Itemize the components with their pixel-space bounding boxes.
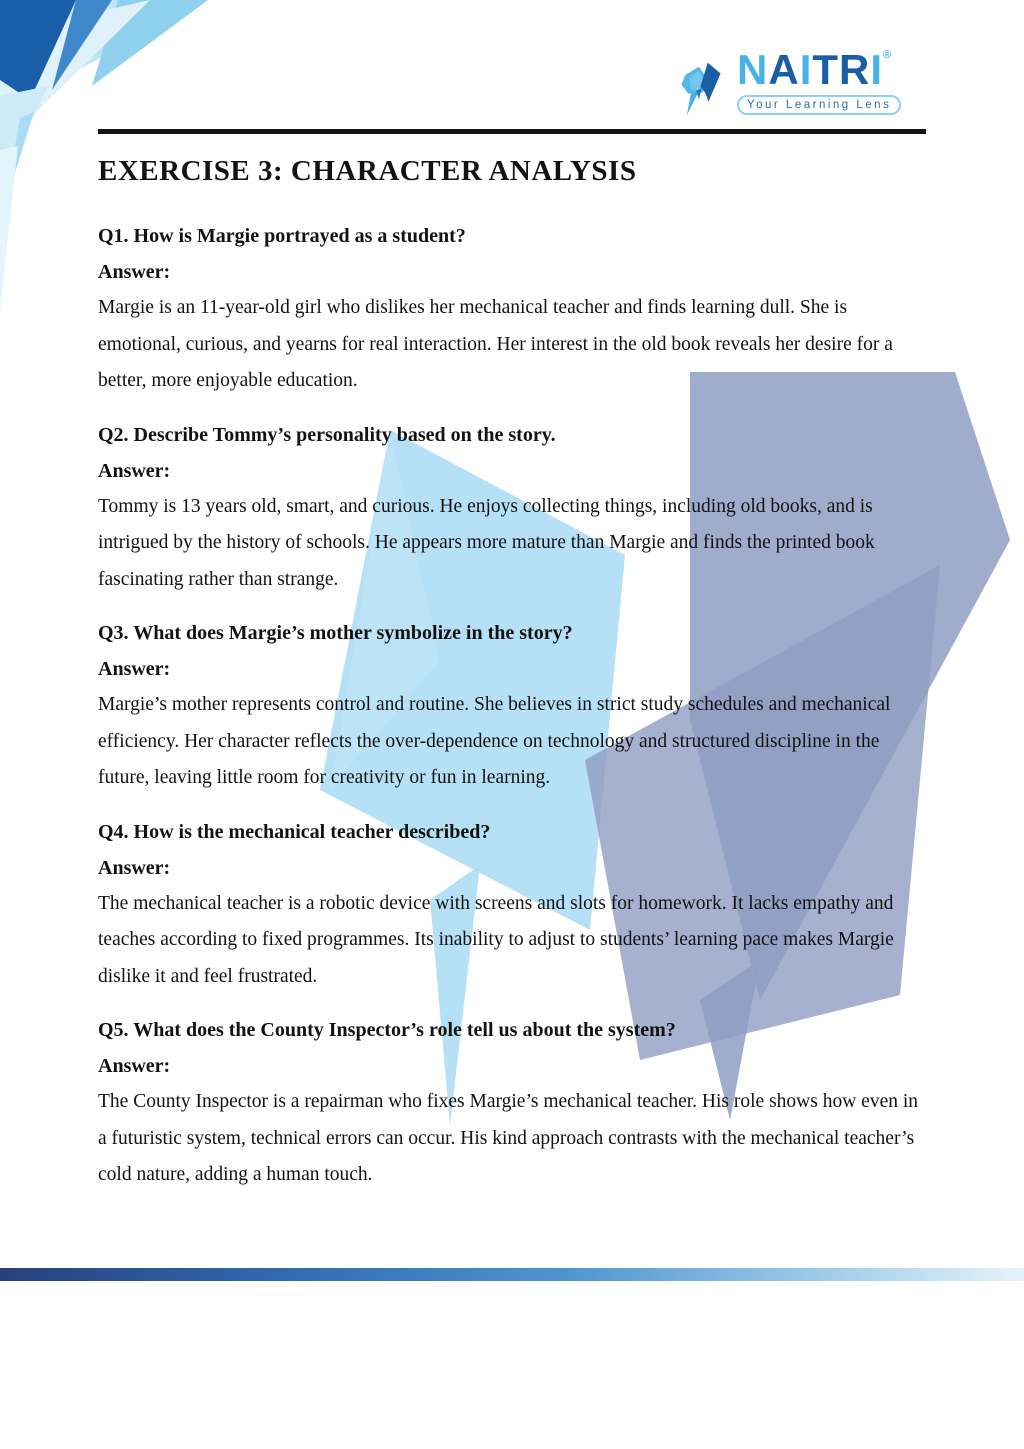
brand-letter: N: [737, 46, 769, 93]
answer-text: Margie’s mother represents control and routine. She believes in strict study schedules and mechanical efficiency. Her character reflects the over-dependence on technology and structured discipline in the future, leaving little room for creativity or fun in learning.: [98, 694, 891, 788]
document-content: [98, 152, 930, 1211]
qa-block-2: [98, 417, 930, 599]
answer-label: Answer:: [98, 459, 171, 482]
question-text: Q2. Describe Tommy’s personality based on the story.: [98, 423, 556, 446]
brand-letter: A: [768, 46, 800, 93]
brand-letter: R: [839, 46, 871, 93]
answer-text: The County Inspector is a repairman who fixes Margie’s mechanical teacher. His role shows how even in a futuristic system, technical errors can occur. His kind approach contrasts with the mechanical teacher’s cold nature, adding a human touch.: [98, 1091, 919, 1185]
brand-letter: T: [812, 46, 840, 93]
question-text: Q5. What does the County Inspector’s role tell us about the system?: [98, 1019, 676, 1041]
brand-letter: I: [799, 46, 813, 93]
header-divider-rule: [98, 129, 926, 134]
qa-block-4: [98, 814, 930, 996]
answer-text: The mechanical teacher is a robotic device with screens and slots for homework. It lacks empathy and teaches according to fixed programmes. Its inability to adjust to students’ learning pace makes Margie dislike it and feel frustrated.: [98, 892, 894, 987]
logo-text-block: [737, 48, 901, 115]
question-text: Q4. How is the mechanical teacher described?: [98, 820, 491, 843]
registered-trademark-symbol: ®: [883, 49, 893, 61]
qa-block-3: [98, 615, 930, 797]
answer-label: Answer:: [98, 658, 171, 680]
answer-text: Margie is an 11-year-old girl who dislikes her mechanical teacher and finds learning dull. She is emotional, curious, and yearns for real interaction. Her interest in the old book reveals her desire for a better, more enjoyable education.: [98, 297, 893, 391]
logo-icon: [676, 50, 730, 128]
page-title: EXERCISE 3: CHARACTER ANALYSIS: [98, 155, 637, 187]
brand-wordmark: [737, 48, 892, 92]
qa-block-5: [98, 1012, 930, 1194]
answer-label: Answer:: [98, 856, 171, 879]
footer-gradient-bar: [0, 1268, 1024, 1281]
answer-label: Answer:: [98, 261, 171, 283]
naitri-logo: [676, 48, 901, 128]
answer-label: Answer:: [98, 1055, 171, 1077]
brand-tagline: Your Learning Lens: [737, 95, 901, 115]
answer-text: Tommy is 13 years old, smart, and curious. He enjoys collecting things, including old books, and is intrigued by the history of schools. He appears more mature than Margie and finds the printed book fascinating rather than strange.: [98, 495, 875, 590]
brand-letter: I: [870, 46, 884, 93]
question-text: Q1. How is Margie portrayed as a student?: [98, 225, 466, 247]
question-text: Q3. What does Margie’s mother symbolize in the story?: [98, 622, 573, 644]
qa-block-1: [98, 218, 930, 400]
